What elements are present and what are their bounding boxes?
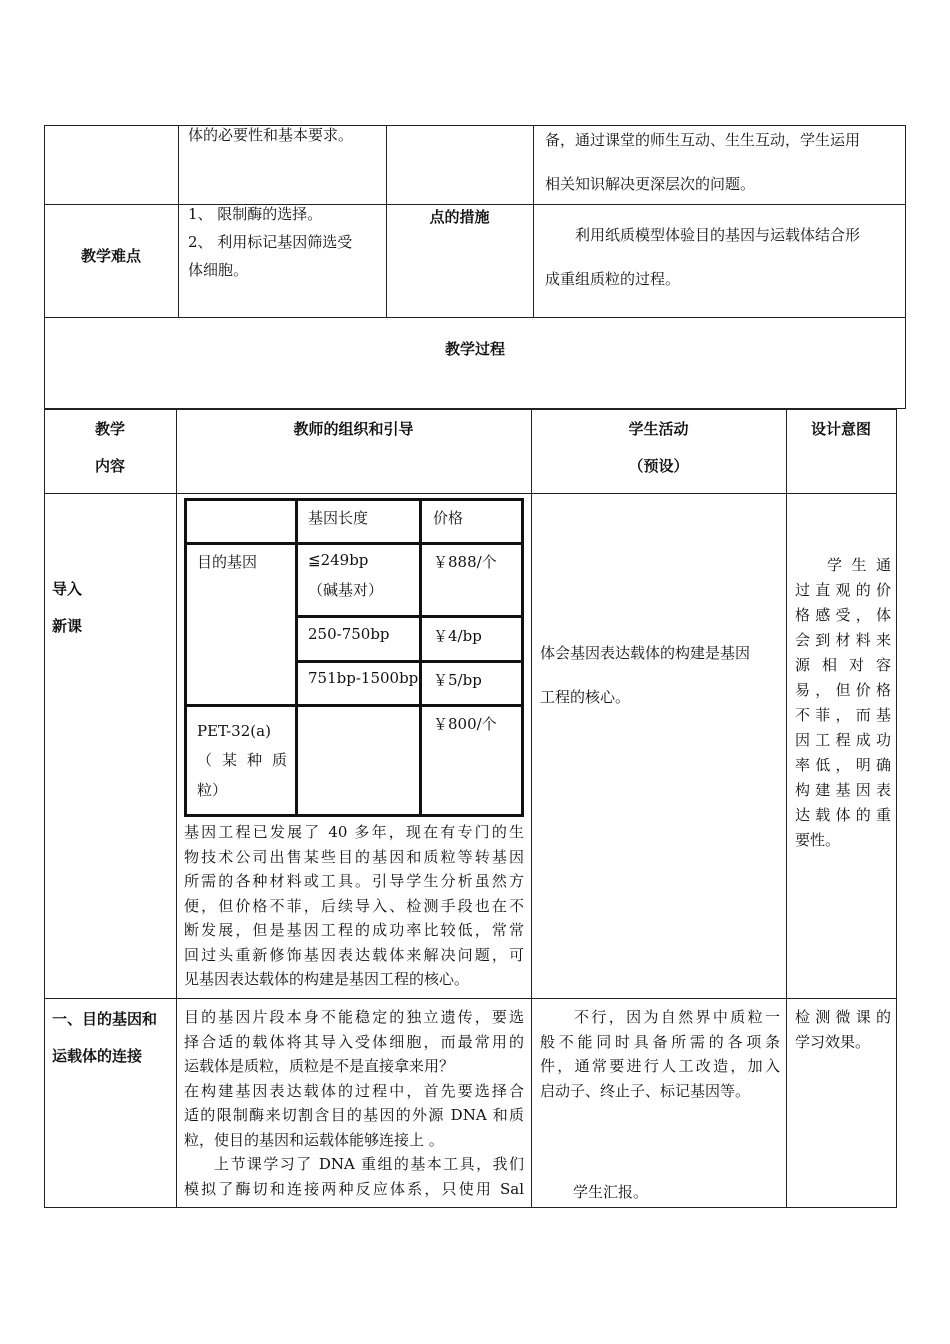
cell-text: 体的必要性和基本要求。 xyxy=(188,126,354,144)
text-line: 学习效果。 xyxy=(795,1032,871,1051)
measures-text xyxy=(545,223,900,291)
text-line: 粒） xyxy=(197,781,228,799)
text-line: 因工程成功 xyxy=(795,731,891,749)
header-intent: 设计意图 xyxy=(810,420,871,438)
text-line: 工程的核心。 xyxy=(540,688,631,706)
table-border xyxy=(531,409,532,1208)
text-line: 不菲，而基 xyxy=(795,706,891,724)
text-line: 见基因表达载体的构建是基因工程的核心。 xyxy=(184,970,470,988)
price-table-border xyxy=(419,498,422,817)
connection-teacher-text xyxy=(184,1005,524,1201)
text-line: 物技术公司出售某些目的基因和质粒等转基因 xyxy=(184,847,524,866)
intro-student-text xyxy=(540,641,782,709)
measures-label: 点的措施 xyxy=(429,208,490,226)
table-border xyxy=(44,204,906,205)
price-table-header: 基因长度 xyxy=(308,509,369,527)
process-title: 教学过程 xyxy=(444,340,505,358)
table-border xyxy=(178,125,179,317)
text-line: 构建基因表 xyxy=(795,781,891,799)
header-line: 教学 xyxy=(94,420,125,438)
list-item: 体细胞。 xyxy=(188,261,249,279)
text-line: 便，但价格不菲，后续导入、检测手段也在不 xyxy=(184,896,524,915)
text-line: 易，但价格 xyxy=(795,681,891,699)
price-table-border xyxy=(184,814,524,817)
list-item: 1、 限制酶的选择。 xyxy=(188,205,323,223)
price-table-cell xyxy=(197,722,287,800)
price-table-border xyxy=(184,704,524,707)
header-content xyxy=(44,418,176,476)
price-table-cell: ￥888/个 xyxy=(433,553,497,571)
header-teacher: 教师的组织和引导 xyxy=(293,420,414,438)
text-line: 择合适的载体将其导入受体细胞，而最常用的 xyxy=(184,1032,524,1051)
price-table-border xyxy=(295,498,298,817)
text-line: 率低，明确 xyxy=(795,756,891,774)
difficulty-items xyxy=(188,202,383,282)
price-table-cell: （碱基对） xyxy=(308,581,384,599)
intro-intent-text xyxy=(795,553,891,853)
cell-text xyxy=(545,128,900,196)
text-line: 利用纸质模型体验目的基因与运载体结合形 xyxy=(575,226,861,244)
text-line: 达载体的重 xyxy=(795,806,891,824)
price-table-border xyxy=(296,660,524,663)
text-line: 适的限制酶来切割含目的基因的外源 DNA 和质 xyxy=(184,1106,524,1124)
header-line: 学生活动 xyxy=(628,420,689,438)
text-line: 不行，因为自然界中质粒一 xyxy=(574,1008,780,1026)
student-report: 学生汇报。 xyxy=(573,1183,649,1201)
text-line: 成重组质粒的过程。 xyxy=(545,270,681,288)
table-border xyxy=(176,409,177,1208)
text-line: 学 生 通 xyxy=(827,556,891,574)
price-table-cell: ￥5/bp xyxy=(433,671,482,689)
price-table-border xyxy=(296,615,524,618)
label-line: 一、目的基因和 xyxy=(52,1010,158,1028)
label-line: 新课 xyxy=(52,617,83,635)
text-line: 目的基因片段本身不能稳定的独立遗传，要选 xyxy=(184,1008,524,1026)
text-line: 源 相 对 容 xyxy=(795,656,891,674)
price-table-border xyxy=(184,498,524,501)
text-line: 相关知识解决更深层次的问题。 xyxy=(545,175,756,193)
connection-student-text xyxy=(540,1005,780,1103)
table-border xyxy=(44,125,906,126)
table-border xyxy=(44,409,897,410)
text-line: 过直观的价 xyxy=(795,581,891,599)
price-table-cell: 250-750bp xyxy=(308,625,390,643)
table-border xyxy=(44,317,906,318)
text-line: 回过头重新修饰基因表达载体来解决问题，可 xyxy=(184,945,524,964)
price-table-cell: ￥800/个 xyxy=(433,715,497,733)
text-line: （ 某 种 质 xyxy=(197,751,287,769)
text-line: 备，通过课堂的师生互动、生生互动，学生运用 xyxy=(545,131,861,149)
table-border xyxy=(786,409,787,1208)
price-table-cell: ≦249bp xyxy=(308,551,369,569)
price-table-border xyxy=(521,498,524,817)
text-line: 会到材料来 xyxy=(795,631,891,649)
table-border xyxy=(44,998,897,999)
text-line: 检 测 微 课 的 xyxy=(795,1008,891,1026)
price-table-border xyxy=(184,498,187,817)
text-line: 基因工程已发展了 40 多年，现在有专门的生 xyxy=(184,823,524,841)
text-line: 般不能同时具备所需的各项条 xyxy=(540,1032,780,1051)
text-line: PET-32(a) xyxy=(197,722,271,740)
table-border xyxy=(44,493,897,494)
price-table-border xyxy=(184,542,524,545)
intro-teacher-text xyxy=(184,820,524,992)
row-label-intro xyxy=(52,578,82,636)
header-line: （预设） xyxy=(628,457,689,475)
text-line: 格感受，体 xyxy=(795,606,891,624)
text-line: 粒，使目的基因和运载体能够连接上 。 xyxy=(184,1130,444,1149)
text-line: 体会基因表达载体的构建是基因 xyxy=(540,644,751,662)
table-border xyxy=(44,409,45,1208)
table-border xyxy=(533,125,534,317)
price-table-cell: 751bp-1500bp xyxy=(308,669,419,687)
text-line: 上节课学习了 DNA 重组的基本工具，我们 xyxy=(214,1155,524,1173)
label-line: 导入 xyxy=(52,580,83,598)
text-line: 要性。 xyxy=(795,831,841,849)
header-student xyxy=(531,418,786,476)
table-border xyxy=(896,409,897,1208)
text-line: 所需的各种材料或工具。引导学生分析虽然方 xyxy=(184,872,524,890)
price-table-cell: 目的基因 xyxy=(197,553,258,571)
label-line: 运载体的连接 xyxy=(52,1047,143,1065)
text-line: 件，通常要进行人工改造，加入 xyxy=(540,1057,780,1075)
row-label-connection xyxy=(52,1008,157,1066)
text-line: 运载体是质粒，质粒是不是直接拿来用？ xyxy=(184,1057,455,1075)
table-border xyxy=(44,1207,897,1208)
price-table-cell: ￥4/bp xyxy=(433,627,482,645)
header-line: 内容 xyxy=(94,457,125,475)
list-item: 2、 利用标记基因筛选受 xyxy=(188,233,353,251)
text-line: 在构建基因表达载体的过程中，首先要选择合 xyxy=(184,1081,524,1100)
table-border xyxy=(44,125,45,408)
connection-intent-text xyxy=(795,1005,891,1054)
table-border xyxy=(905,125,906,408)
price-table-header: 价格 xyxy=(433,509,464,527)
text-line: 断发展，但是基因工程的成功率比较低，常常 xyxy=(184,921,524,939)
difficulty-label: 教学难点 xyxy=(80,247,141,265)
text-line: 启动子、终止子、标记基因等。 xyxy=(540,1081,751,1100)
text-line: 模拟了酶切和连接两种反应体系，只使用 Sal xyxy=(184,1179,524,1198)
